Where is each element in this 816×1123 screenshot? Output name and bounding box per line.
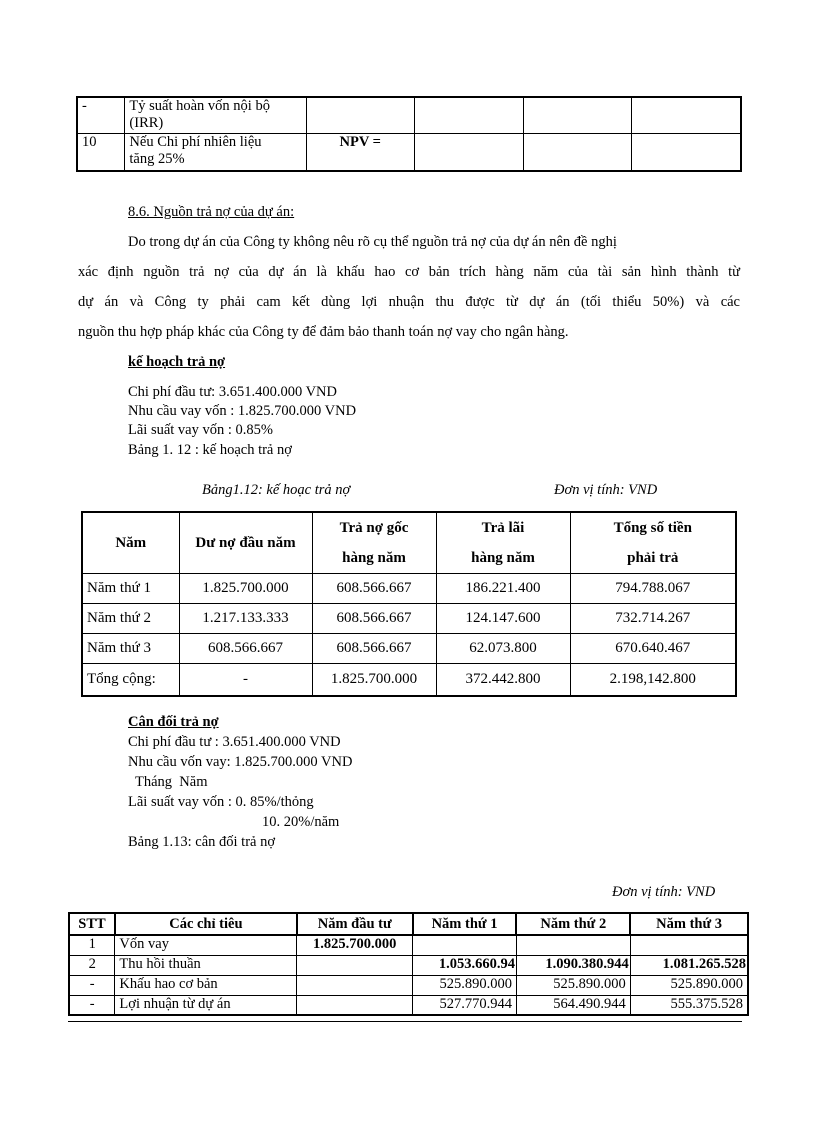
col-header: Năm thứ 3 bbox=[630, 913, 748, 935]
balance-line: Nhu cầu vốn vay: 1.825.700.000 VND bbox=[128, 754, 353, 770]
cell bbox=[413, 935, 517, 955]
cell: 1.825.700.000 bbox=[312, 664, 436, 696]
col-header-line: hàng năm bbox=[471, 550, 535, 566]
col-header bbox=[570, 512, 736, 574]
cell: 1.217.133.333 bbox=[179, 604, 312, 634]
cell: 62.073.800 bbox=[436, 634, 570, 664]
cell: 608.566.667 bbox=[312, 604, 436, 634]
table-row bbox=[69, 995, 748, 1015]
plan-line: Chi phí đầu tư: 3.651.400.000 VND bbox=[128, 384, 337, 400]
table-header-row bbox=[69, 913, 748, 935]
debt-balance-table bbox=[68, 912, 749, 1016]
cell: 2.198,142.800 bbox=[570, 664, 736, 696]
cell: - bbox=[179, 664, 312, 696]
col-header: STT bbox=[69, 913, 115, 935]
cell: 555.375.528 bbox=[630, 995, 748, 1015]
row-label-line: (IRR) bbox=[129, 115, 164, 131]
balance-line: Chi phí đầu tư : 3.651.400.000 VND bbox=[128, 734, 341, 750]
unit-label: Đơn vị tính: VND bbox=[554, 482, 658, 498]
plan-title: kế hoạch trả nợ bbox=[128, 354, 226, 370]
balance-line: Tháng Năm bbox=[128, 774, 208, 790]
cell: Vốn vay bbox=[115, 935, 297, 955]
cell: 186.221.400 bbox=[436, 574, 570, 604]
cell bbox=[414, 133, 524, 171]
cell: 608.566.667 bbox=[312, 634, 436, 664]
cell: - bbox=[69, 975, 115, 995]
cell bbox=[631, 133, 741, 171]
cell bbox=[630, 935, 748, 955]
cell bbox=[297, 955, 413, 975]
cell: Năm thứ 1 bbox=[82, 574, 179, 604]
cell: 670.640.467 bbox=[570, 634, 736, 664]
cell bbox=[516, 935, 630, 955]
plan-line: Nhu cầu vay vốn : 1.825.700.000 VND bbox=[128, 403, 357, 419]
cell: 1.825.700.000 bbox=[179, 574, 312, 604]
cell: 608.566.667 bbox=[312, 574, 436, 604]
cell: 1.053.660.94 bbox=[413, 955, 517, 975]
paragraph-line: nguồn thu hợp pháp khác của Công ty để đảm bảo thanh toán nợ vay cho ngân hàng. bbox=[78, 324, 569, 340]
cell: 608.566.667 bbox=[179, 634, 312, 664]
col-header-line: Trả nợ gốc bbox=[339, 520, 409, 536]
col-header-line: phải trả bbox=[627, 550, 679, 566]
cell bbox=[631, 97, 741, 133]
col-header-line: Trả lãi bbox=[481, 520, 525, 536]
col-header: Năm đầu tư bbox=[297, 913, 413, 935]
cell: Lợi nhuận từ dự án bbox=[115, 995, 297, 1015]
table-caption: Bảng1.12: kế hoạc trả nợ bbox=[202, 482, 351, 498]
cell bbox=[297, 995, 413, 1015]
cell bbox=[524, 133, 632, 171]
col-header: Năm thứ 2 bbox=[516, 913, 630, 935]
cell: 372.442.800 bbox=[436, 664, 570, 696]
cell: 1.081.265.528 bbox=[630, 955, 748, 975]
table-row bbox=[69, 935, 748, 955]
cell: 525.890.000 bbox=[630, 975, 748, 995]
cell: 124.147.600 bbox=[436, 604, 570, 634]
section-heading-text: 8.6. Nguồn trả nợ của dự án: bbox=[128, 204, 295, 220]
plan-line: Bảng 1. 12 : kế hoạch trả nợ bbox=[128, 442, 292, 458]
cell: Năm thứ 2 bbox=[82, 604, 179, 634]
table-total-row bbox=[82, 664, 736, 696]
table-row bbox=[77, 133, 741, 171]
section-heading bbox=[128, 204, 294, 221]
col-header: Năm bbox=[82, 512, 179, 574]
table-row bbox=[69, 975, 748, 995]
cell: 1.825.700.000 bbox=[297, 935, 413, 955]
row-label bbox=[125, 97, 306, 133]
cell: - bbox=[69, 995, 115, 1015]
npv-label: NPV = bbox=[306, 133, 414, 171]
cell bbox=[297, 975, 413, 995]
row-label-line: Tỷ suất hoàn vốn nội bộ bbox=[129, 98, 270, 114]
col-header bbox=[312, 512, 436, 574]
col-header bbox=[436, 512, 570, 574]
cell: 1.090.380.944 bbox=[516, 955, 630, 975]
table-row bbox=[82, 574, 736, 604]
cell: Năm thứ 3 bbox=[82, 634, 179, 664]
cell: 564.490.944 bbox=[516, 995, 630, 1015]
paragraph-line: dự án và Công ty phải cam kết dùng lợi nhuận thu được từ dự án (tối thiểu 50%) và các bbox=[78, 294, 740, 310]
cell bbox=[414, 97, 524, 133]
table-row bbox=[69, 955, 748, 975]
repayment-plan-table bbox=[81, 511, 737, 697]
balance-line: Lãi suất vay vốn : 0. 85%/thỏng bbox=[128, 794, 314, 810]
divider bbox=[68, 1021, 742, 1022]
balance-title: Cân đối trả nợ bbox=[128, 714, 219, 730]
cell: 1 bbox=[69, 935, 115, 955]
col-header: Dư nợ đầu năm bbox=[179, 512, 312, 574]
cell: 527.770.944 bbox=[413, 995, 517, 1015]
row-number: - bbox=[77, 97, 125, 133]
balance-line: Bảng 1.13: cân đối trả nợ bbox=[128, 834, 275, 850]
cell: 794.788.067 bbox=[570, 574, 736, 604]
table-row bbox=[77, 97, 741, 133]
table-row bbox=[82, 604, 736, 634]
row-value bbox=[306, 97, 414, 133]
paragraph-line: Do trong dự án của Công ty không nêu rõ cụ thể nguồn trả nợ của dự án nên đề nghị bbox=[128, 234, 617, 250]
cell: 525.890.000 bbox=[413, 975, 517, 995]
table-header-row bbox=[82, 512, 736, 574]
table-row bbox=[82, 634, 736, 664]
row-label-line: tăng 25% bbox=[129, 150, 185, 167]
cell: 525.890.000 bbox=[516, 975, 630, 995]
irr-npv-table bbox=[76, 96, 742, 172]
cell: 732.714.267 bbox=[570, 604, 736, 634]
cell: Thu hồi thuần bbox=[115, 955, 297, 975]
cell: Khấu hao cơ bản bbox=[115, 975, 297, 995]
col-header: Năm thứ 1 bbox=[413, 913, 517, 935]
col-header: Các chỉ tiêu bbox=[115, 913, 297, 935]
row-label bbox=[125, 133, 306, 171]
paragraph-line: xác định nguồn trả nợ của dự án là khấu hao cơ bản trích hàng năm của tài sản hình thành từ bbox=[78, 264, 740, 280]
col-header-line: hàng năm bbox=[342, 550, 406, 566]
plan-line: Lãi suất vay vốn : 0.85% bbox=[128, 422, 273, 438]
cell: 2 bbox=[69, 955, 115, 975]
col-header-line: Tổng số tiền bbox=[613, 520, 692, 536]
cell: Tổng cộng: bbox=[82, 664, 179, 696]
unit-label: Đơn vị tính: VND bbox=[612, 884, 716, 900]
row-number: 10 bbox=[77, 133, 125, 171]
row-label-line: Nếu Chi phí nhiên liệu bbox=[129, 133, 262, 150]
cell bbox=[524, 97, 632, 133]
balance-line: 10. 20%/năm bbox=[262, 814, 340, 830]
